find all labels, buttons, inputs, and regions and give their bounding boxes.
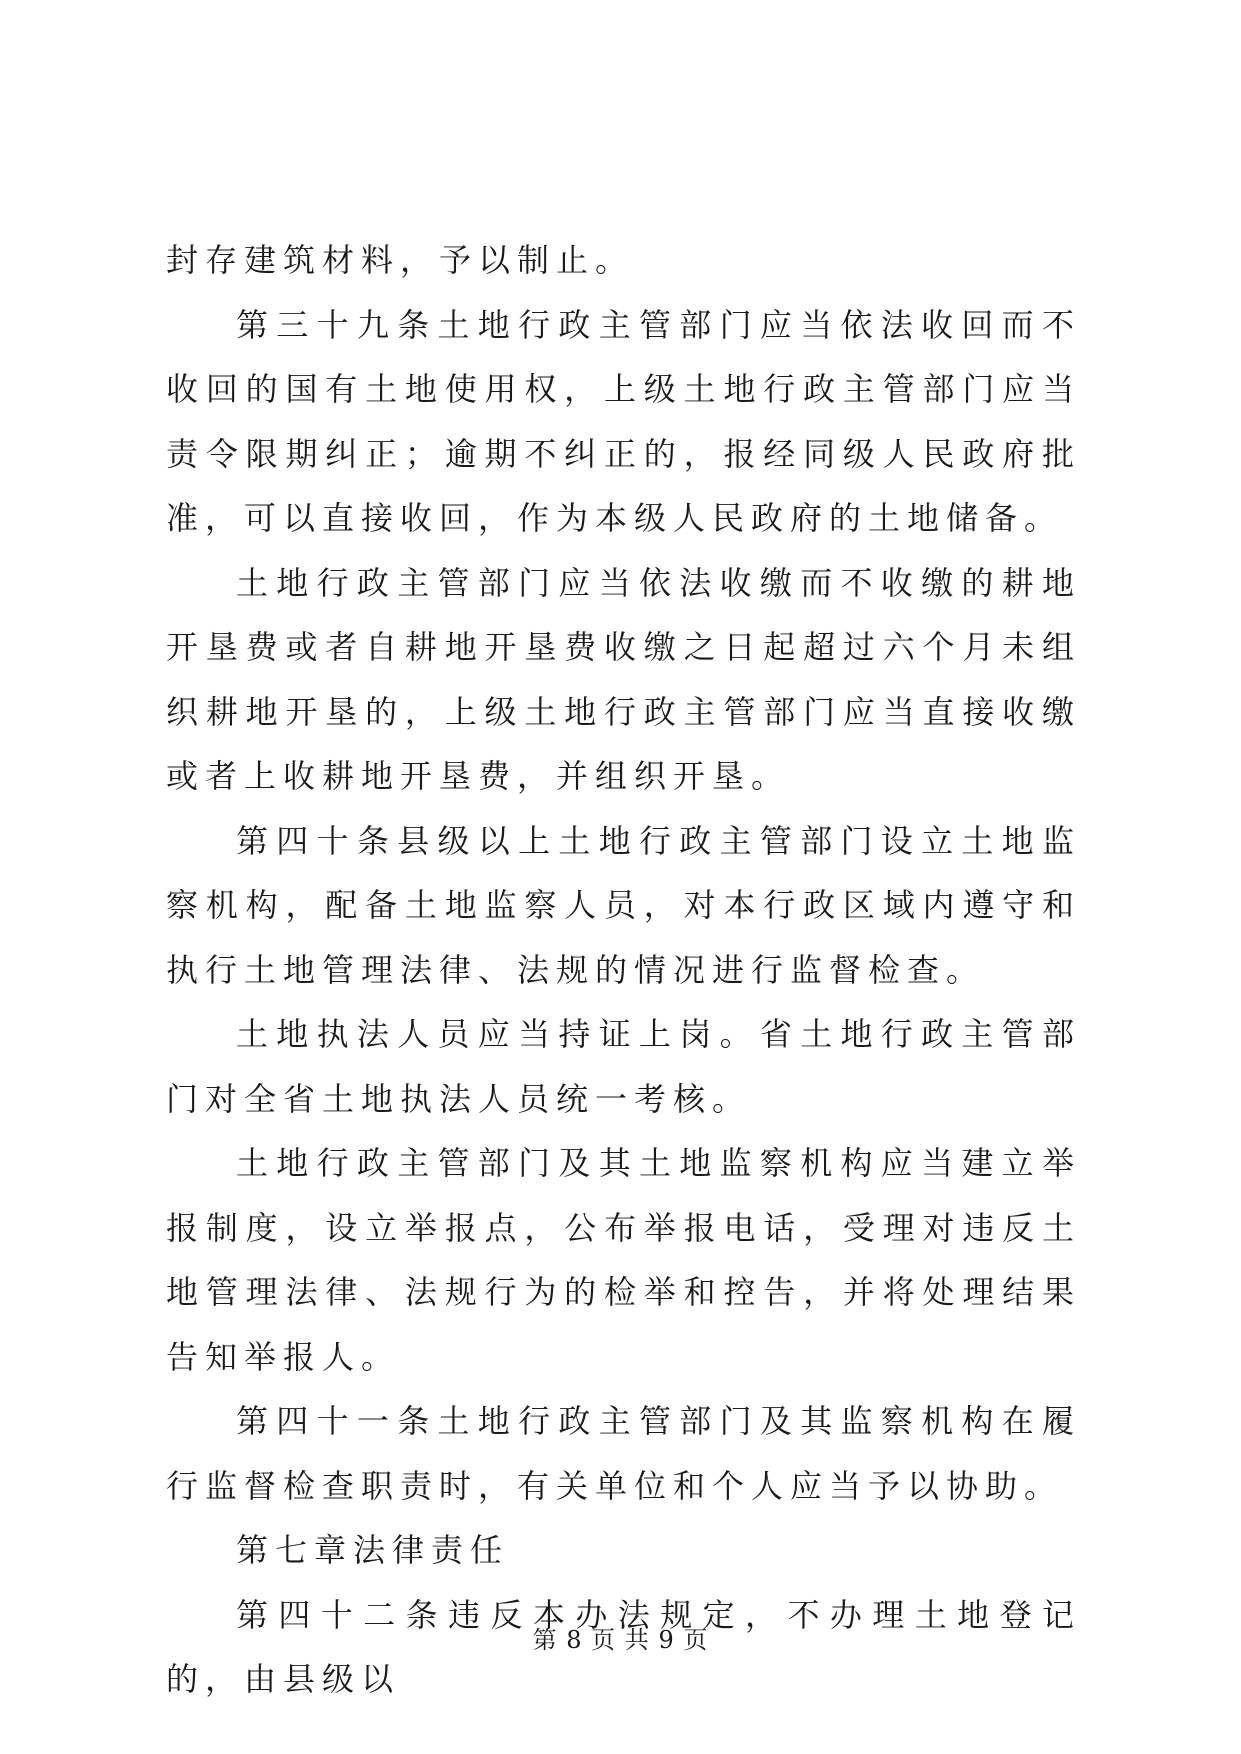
paragraph: 第三十九条土地行政主管部门应当依法收回而不收回的国有土地使用权，上级土地行政主管部门应当责令限期纠正；逾期不纠正的，报经同级人民政府批准，可以直接收回，作为本级人民政府的土地储备。	[166, 305, 1081, 537]
paragraph: 第四十二条违反本办法规定，不办理土地登记的，由县级以	[166, 1595, 1081, 1698]
paragraph: 第四十一条土地行政主管部门及其监察机构在履行监督检查职责时，有关单位和个人应当予以协助。	[166, 1402, 1081, 1505]
paragraph: 第四十条县级以上土地行政主管部门设立土地监察机构，配备土地监察人员，对本行政区域内遵守和执行土地管理法律、法规的情况进行监督检查。	[166, 821, 1081, 989]
paragraph: 土地行政主管部门及其土地监察机构应当建立举报制度，设立举报点，公布举报电话，受理对违反土地管理法律、法规行为的检举和控告，并将处理结果告知举报人。	[166, 1144, 1081, 1376]
chapter-heading: 第七章法律责任	[236, 1531, 510, 1569]
paragraph: 土地行政主管部门应当依法收缴而不收缴的耕地开垦费或者自耕地开垦费收缴之日起超过六个月未组织耕地开垦的，上级土地行政主管部门应当直接收缴或者上收耕地开垦费，并组织开垦。	[166, 563, 1081, 795]
page-number-footer: 第 8 页 共 9 页	[532, 1626, 709, 1654]
document-body	[166, 228, 1081, 1712]
paragraph: 土地执法人员应当持证上岗。省土地行政主管部门对全省土地执法人员统一考核。	[166, 1015, 1081, 1118]
paragraph: 封存建筑材料，予以制止。	[166, 241, 635, 279]
